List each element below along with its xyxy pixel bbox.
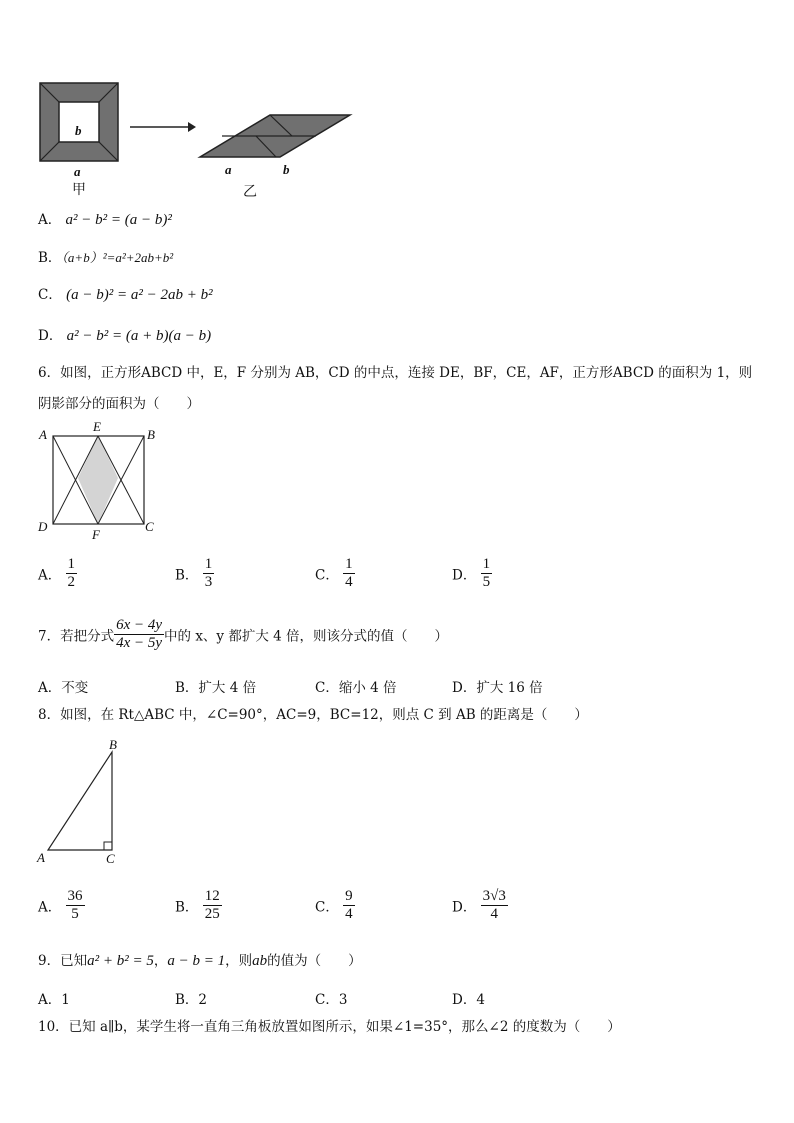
q5-option-c-expr: (a − b)² = a² − 2ab + b² [66,287,213,303]
fraction: $\frac{1}{2}$ [67,556,76,590]
q8-option-d: D． $\frac{3√3}{4}$ [452,888,506,922]
q6-label-e: E [93,419,101,434]
q6-label-c: C [145,519,154,534]
q8-label-c: C [106,851,115,866]
fraction: $\frac{1}{3}$ [204,556,213,590]
q6-option-a: A． $\frac{1}{2}$ [38,556,76,590]
q10-stem: 10．已知 a∥b，某学生将一直角三角板放置如图所示，如果∠1=35°，那么∠2 的度数为（ ） [38,1019,621,1035]
figure-square-to-parallelogram [30,75,370,200]
q8-option-c: C． $\frac{9}{4}$ [315,888,353,922]
right-angle-mark [104,842,112,850]
q6-label-b: B [147,427,155,442]
q6-stem-line2: 阴影部分的面积为（ ） [38,396,200,412]
q7-option-a: A．不变 [38,680,89,696]
arrow-head [188,122,196,132]
q7-option-d: D．扩大 16 倍 [452,680,543,696]
label-a: a [74,164,81,179]
shaded-rhombus [78,436,118,524]
fraction: $\frac{1}{5}$ [482,556,491,590]
label-b: b [75,123,82,138]
q8-option-b: B． $\frac{12}{25}$ [175,888,220,922]
fraction: $\frac{12}{25}$ [204,888,220,922]
label-a-right: a [225,162,232,177]
label-b-right: b [283,162,290,177]
q6-label-f: F [92,527,100,542]
q5-option-d: D． a² − b² = (a + b)(a − b) [38,328,212,344]
fraction: $\frac{36}{5}$ [67,888,83,922]
right-triangle [48,752,112,850]
q6-stem-line1: 6．如图，正方形ABCD 中，E，F 分别为 AB，CD 的中点，连接 DE，BF，CE，AF，正方形ABCD 的面积为 1，则 [38,365,753,381]
q6-option-d: D． $\frac{1}{5}$ [452,556,491,590]
q5-option-a-expr: a² − b² = (a − b)² [65,212,172,228]
q5-option-c: C． (a − b)² = a² − 2ab + b² [38,287,213,303]
q6-option-c: C． $\frac{1}{4}$ [315,556,353,590]
q5-option-b-expr: （a+b）²=a²+2ab+b² [61,250,174,265]
q8-figure-triangle [32,735,132,870]
caption-jia: 甲 [72,182,86,198]
fraction: $\frac{1}{4}$ [345,556,353,590]
q8-stem: 8．如图，在 Rt△ABC 中，∠C=90°，AC=9，BC=12，则点 C 到 AB 的距离是（ ） [38,707,588,723]
fraction: $\frac{9}{4}$ [345,888,353,922]
q7-fraction: $\frac{6x - 4y}{4x - 5y}$ [116,617,163,651]
q9-target: ab [252,953,268,969]
q7-option-c: C．缩小 4 倍 [315,680,397,696]
q8-option-a: A． $\frac{36}{5}$ [38,888,83,922]
q9-option-d: D．4 [452,992,485,1008]
q9-condition-2: a − b = 1 [167,953,226,969]
q7-option-b: B．扩大 4 倍 [175,680,257,696]
q9-option-c: C．3 [315,992,348,1008]
q6-label-d: D [38,519,48,534]
q5-option-b: B．（a+b）²=a²+2ab+b² [38,250,174,266]
q9-stem: 9．已知a² + b² = 5，a − b = 1，则ab的值为（ ） [38,953,362,969]
q9-condition-1: a² + b² = 5 [87,953,154,969]
caption-yi: 乙 [243,184,257,200]
q6-option-b: B． $\frac{1}{3}$ [175,556,213,590]
q9-option-b: B．2 [175,992,208,1008]
q7-stem: 7．若把分式 $\frac{6x - 4y}{4x - 5y}$ 中的 x、y 都扩大 4 倍，则该分式的值（ ） [38,617,449,651]
q9-option-a: A．1 [38,992,70,1008]
q6-figure-square [34,418,164,543]
q8-label-a: A [37,850,45,865]
q5-option-d-expr: a² − b² = (a + b)(a − b) [66,328,212,344]
q6-label-a: A [39,427,47,442]
q5-option-a: A． a² − b² = (a − b)² [38,212,172,228]
fraction: $\frac{3√3}{4}$ [482,888,506,922]
q8-label-b: B [109,737,117,752]
